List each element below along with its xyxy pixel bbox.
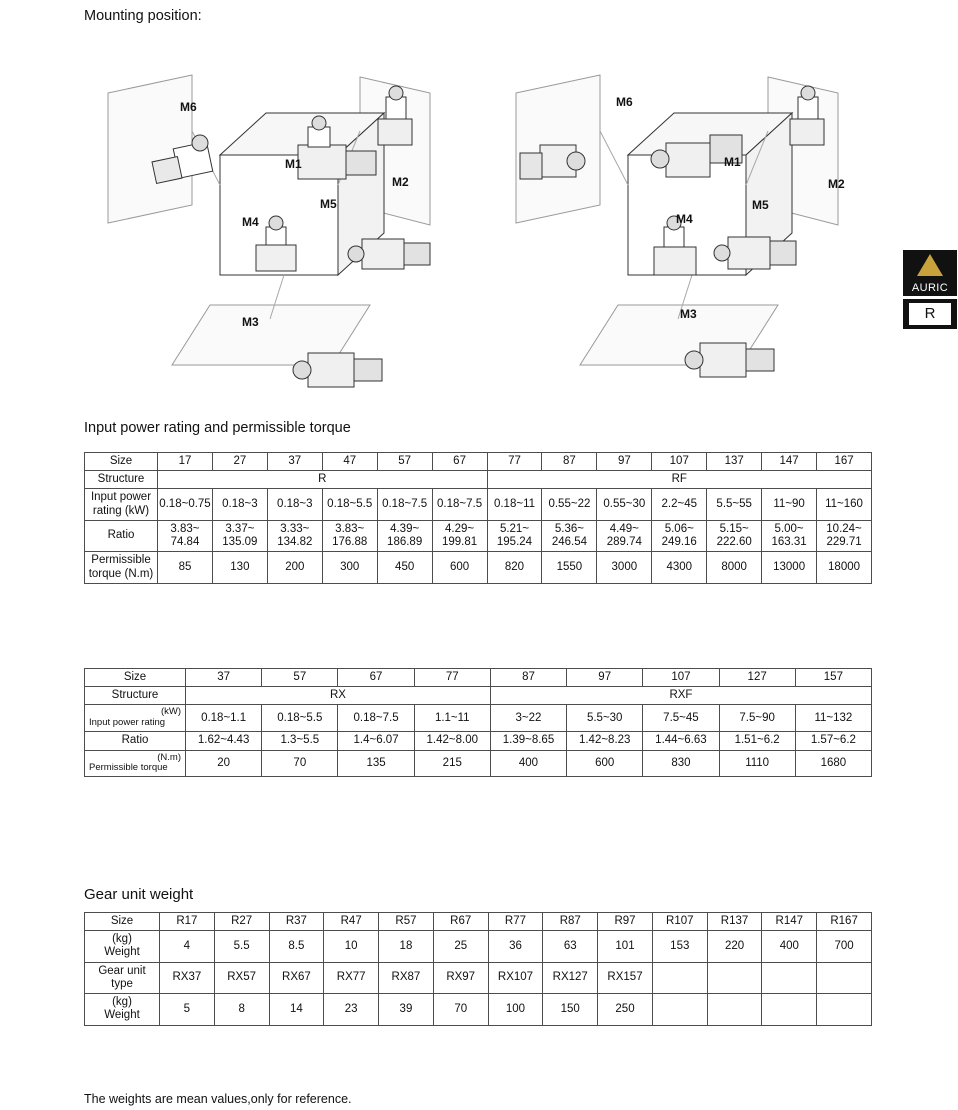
cell-gear-unit-type: RX57 — [214, 962, 269, 993]
cell-size: 57 — [262, 669, 338, 687]
cell-size: 107 — [643, 669, 719, 687]
row-label-permissible-torque — [85, 750, 186, 777]
mounting-label-m3-left: M3 — [242, 315, 259, 329]
logo-registered-mark: R — [909, 303, 951, 325]
cell-weight: 700 — [817, 931, 872, 962]
cell-structure-r: R — [158, 471, 488, 489]
cell-weight-rx: 70 — [433, 994, 488, 1025]
cell-gear-unit-type: RX67 — [269, 962, 324, 993]
cell-weight-rx: 14 — [269, 994, 324, 1025]
cell-weight: 400 — [762, 931, 817, 962]
cell-gear-unit-type: RX127 — [543, 962, 598, 993]
cell-size: 87 — [490, 669, 566, 687]
cell-input-power: 1.1~11 — [414, 705, 490, 732]
table-row — [85, 962, 872, 993]
row-label-structure: Structure — [85, 471, 158, 489]
cell-ratio: 1.4~6.07 — [338, 732, 414, 750]
cell-input-power: 0.18~7.5 — [432, 489, 487, 520]
cell-input-power: 7.5~45 — [643, 705, 719, 732]
mounting-label-m1-left: M1 — [285, 157, 302, 171]
cell-ratio: 1.42~8.00 — [414, 732, 490, 750]
row-label-structure: Structure — [85, 687, 186, 705]
cell-torque: 8000 — [707, 552, 762, 583]
logo-bottom-block — [903, 299, 957, 329]
cell-torque: 130 — [212, 552, 267, 583]
cell-input-power: 3~22 — [490, 705, 566, 732]
cell-ratio: 3.33~ 134.82 — [267, 520, 322, 551]
cell-size: 17 — [158, 453, 213, 471]
cell-input-power: 0.18~3 — [212, 489, 267, 520]
row-label-weight2-text: Weight — [104, 1009, 140, 1022]
cell-size: R67 — [433, 913, 488, 931]
mounting-label-m2-right: M2 — [828, 177, 845, 191]
cell-input-power: 0.18~3 — [267, 489, 322, 520]
mounting-label-m6-left: M6 — [180, 100, 197, 114]
cell-ratio: 1.39~8.65 — [490, 732, 566, 750]
cell-weight: 5.5 — [214, 931, 269, 962]
cell-size: R137 — [707, 913, 762, 931]
cell-weight-rx — [707, 994, 762, 1025]
logo-wordmark: AURIC — [911, 282, 949, 294]
cell-size: 77 — [487, 453, 542, 471]
table-row — [85, 471, 872, 489]
row-label-ratio: Ratio — [85, 520, 158, 551]
cell-gear-unit-type: RX107 — [488, 962, 543, 993]
cell-size: 147 — [762, 453, 817, 471]
cell-torque: 18000 — [817, 552, 872, 583]
cell-structure-rf: RF — [487, 471, 871, 489]
cell-size: 27 — [212, 453, 267, 471]
row-label-input-power-line1: Input power — [90, 491, 152, 504]
row-label-torque-text: Permissible torque — [89, 762, 168, 774]
cell-ratio: 3.83~ 74.84 — [158, 520, 213, 551]
mounting-diagram-left-svg — [70, 35, 490, 405]
cell-input-power: 0.55~30 — [597, 489, 652, 520]
cell-ratio: 5.00~ 163.31 — [762, 520, 817, 551]
cell-torque: 600 — [567, 750, 643, 777]
cell-ratio: 3.83~ 176.88 — [322, 520, 377, 551]
cell-torque: 215 — [414, 750, 490, 777]
cell-torque: 830 — [643, 750, 719, 777]
cell-input-power: 0.18~7.5 — [338, 705, 414, 732]
cell-ratio: 5.36~ 246.54 — [542, 520, 597, 551]
mounting-label-m4-left: M4 — [242, 215, 259, 229]
cell-weight-rx: 8 — [214, 994, 269, 1025]
row-label-gear-unit-type: Gear unit type — [85, 962, 160, 993]
cell-weight-rx — [652, 994, 707, 1025]
cell-input-power: 2.2~45 — [652, 489, 707, 520]
table-gear-unit-weight — [84, 912, 872, 1026]
cell-torque: 20 — [186, 750, 262, 777]
cell-input-power: 0.18~7.5 — [377, 489, 432, 520]
mounting-label-m5-right: M5 — [752, 198, 769, 212]
table-rx-permissible-torque — [84, 668, 872, 777]
cell-gear-unit-type: RX87 — [379, 962, 434, 993]
cell-size: 97 — [597, 453, 652, 471]
cell-weight-rx: 100 — [488, 994, 543, 1025]
cell-weight-rx — [817, 994, 872, 1025]
cell-ratio: 1.62~4.43 — [186, 732, 262, 750]
cell-torque: 1550 — [542, 552, 597, 583]
cell-size: 77 — [414, 669, 490, 687]
row-label-input-power-line2: rating (kW) — [92, 504, 150, 517]
mounting-diagram-right — [480, 35, 900, 405]
cell-input-power: 0.55~22 — [542, 489, 597, 520]
cell-weight: 4 — [160, 931, 215, 962]
logo-top-block — [903, 250, 957, 296]
cell-ratio: 5.06~ 249.16 — [652, 520, 707, 551]
mounting-label-m5-left: M5 — [320, 197, 337, 211]
cell-size: R77 — [488, 913, 543, 931]
cell-size: 37 — [267, 453, 322, 471]
cell-gear-unit-type: RX77 — [324, 962, 379, 993]
cell-torque: 450 — [377, 552, 432, 583]
cell-weight-rx: 150 — [543, 994, 598, 1025]
cell-ratio: 1.51~6.2 — [719, 732, 795, 750]
cell-torque: 4300 — [652, 552, 707, 583]
auric-logo — [903, 250, 957, 329]
cell-size: 137 — [707, 453, 762, 471]
mounting-position-heading: Mounting position: — [84, 8, 202, 24]
row-label-torque-line1: Permissible — [91, 554, 151, 567]
cell-gear-unit-type — [817, 962, 872, 993]
cell-size: R87 — [543, 913, 598, 931]
row-label-torque-line2: torque (N.m) — [88, 567, 154, 580]
cell-weight: 220 — [707, 931, 762, 962]
cell-input-power: 0.18~1.1 — [186, 705, 262, 732]
cell-ratio: 5.21~ 195.24 — [487, 520, 542, 551]
cell-weight: 10 — [324, 931, 379, 962]
row-label-input-power — [85, 489, 158, 520]
cell-torque: 200 — [267, 552, 322, 583]
cell-size: 167 — [817, 453, 872, 471]
mounting-diagram-left — [70, 35, 490, 405]
cell-size: R147 — [762, 913, 817, 931]
cell-size: 47 — [322, 453, 377, 471]
table-row — [85, 994, 872, 1025]
cell-torque: 85 — [158, 552, 213, 583]
table-row — [85, 931, 872, 962]
cell-gear-unit-type — [707, 962, 762, 993]
cell-size: 127 — [719, 669, 795, 687]
cell-ratio: 4.49~ 289.74 — [597, 520, 652, 551]
row-label-weight-unit: (kg) — [112, 933, 132, 946]
cell-gear-unit-type: RX97 — [433, 962, 488, 993]
cell-torque: 820 — [487, 552, 542, 583]
table-row — [85, 520, 872, 551]
row-label-weight — [85, 931, 160, 962]
cell-size: R97 — [598, 913, 653, 931]
cell-ratio: 5.15~ 222.60 — [707, 520, 762, 551]
cell-weight-rx: 250 — [598, 994, 653, 1025]
cell-size: 157 — [795, 669, 871, 687]
cell-structure-rxf: RXF — [490, 687, 871, 705]
table-row — [85, 669, 872, 687]
cell-size: 67 — [432, 453, 487, 471]
cell-weight: 63 — [543, 931, 598, 962]
row-label-input-power — [85, 705, 186, 732]
cell-gear-unit-type — [762, 962, 817, 993]
row-label-torque-unit: (N.m) — [157, 751, 181, 763]
cell-ratio: 1.44~6.63 — [643, 732, 719, 750]
cell-input-power: 11~90 — [762, 489, 817, 520]
cell-size: 37 — [186, 669, 262, 687]
cell-ratio: 1.57~6.2 — [795, 732, 871, 750]
cell-weight-rx: 23 — [324, 994, 379, 1025]
cell-ratio: 3.37~ 135.09 — [212, 520, 267, 551]
cell-size: 57 — [377, 453, 432, 471]
cell-weight-rx: 39 — [379, 994, 434, 1025]
cell-weight: 8.5 — [269, 931, 324, 962]
cell-size: R57 — [379, 913, 434, 931]
cell-torque: 1110 — [719, 750, 795, 777]
cell-input-power: 11~160 — [817, 489, 872, 520]
row-label-weight2-unit: (kg) — [112, 996, 132, 1009]
row-label-weight-2 — [85, 994, 160, 1025]
mounting-label-m1-right: M1 — [724, 155, 741, 169]
cell-size: 97 — [567, 669, 643, 687]
cell-size: R37 — [269, 913, 324, 931]
row-label-weight-text: Weight — [104, 946, 140, 959]
cell-gear-unit-type: RX37 — [160, 962, 215, 993]
table-row — [85, 750, 872, 777]
table-row — [85, 453, 872, 471]
row-label-input-power-unit: (kW) — [160, 706, 181, 718]
cell-weight: 153 — [652, 931, 707, 962]
cell-torque: 300 — [322, 552, 377, 583]
row-label-input-power-text: Input power rating — [89, 717, 166, 729]
row-label-size: Size — [85, 453, 158, 471]
table-row — [85, 732, 872, 750]
table-row — [85, 489, 872, 520]
table-row — [85, 687, 872, 705]
cell-input-power: 0.18~11 — [487, 489, 542, 520]
cell-torque: 600 — [432, 552, 487, 583]
cell-input-power: 0.18~0.75 — [158, 489, 213, 520]
table-row — [85, 705, 872, 732]
cell-ratio: 4.39~ 186.89 — [377, 520, 432, 551]
cell-input-power: 0.18~5.5 — [262, 705, 338, 732]
table-row — [85, 913, 872, 931]
cell-weight-rx — [762, 994, 817, 1025]
cell-ratio: 10.24~ 229.71 — [817, 520, 872, 551]
cell-structure-rx: RX — [186, 687, 491, 705]
cell-input-power: 5.5~55 — [707, 489, 762, 520]
cell-ratio: 1.42~8.23 — [567, 732, 643, 750]
row-label-permissible-torque — [85, 552, 158, 583]
row-label-ratio: Ratio — [85, 732, 186, 750]
cell-torque: 1680 — [795, 750, 871, 777]
cell-input-power: 11~132 — [795, 705, 871, 732]
cell-ratio: 1.3~5.5 — [262, 732, 338, 750]
table-row — [85, 552, 872, 583]
cell-weight: 36 — [488, 931, 543, 962]
cell-size: R107 — [652, 913, 707, 931]
cell-size: R47 — [324, 913, 379, 931]
cell-size: R167 — [817, 913, 872, 931]
mounting-label-m6-right: M6 — [616, 95, 633, 109]
cell-weight: 25 — [433, 931, 488, 962]
cell-size: R17 — [160, 913, 215, 931]
mounting-label-m4-right: M4 — [676, 212, 693, 226]
gear-unit-weight-heading: Gear unit weight — [84, 886, 194, 903]
mounting-label-m2-left: M2 — [392, 175, 409, 189]
logo-triangle-icon — [917, 254, 943, 276]
cell-torque: 70 — [262, 750, 338, 777]
cell-gear-unit-type — [652, 962, 707, 993]
cell-weight: 101 — [598, 931, 653, 962]
row-label-size: Size — [85, 913, 160, 931]
cell-ratio: 4.29~ 199.81 — [432, 520, 487, 551]
table-r-permissible-torque — [84, 452, 872, 584]
weight-footnote: The weights are mean values,only for reference. — [84, 1092, 352, 1106]
cell-torque: 400 — [490, 750, 566, 777]
power-rating-heading: Input power rating and permissible torque — [84, 420, 351, 436]
cell-gear-unit-type: RX157 — [598, 962, 653, 993]
cell-weight-rx: 5 — [160, 994, 215, 1025]
row-label-size: Size — [85, 669, 186, 687]
cell-size: R27 — [214, 913, 269, 931]
cell-torque: 3000 — [597, 552, 652, 583]
cell-weight: 18 — [379, 931, 434, 962]
cell-torque: 135 — [338, 750, 414, 777]
cell-size: 107 — [652, 453, 707, 471]
cell-size: 67 — [338, 669, 414, 687]
mounting-label-m3-right: M3 — [680, 307, 697, 321]
cell-input-power: 5.5~30 — [567, 705, 643, 732]
cell-torque: 13000 — [762, 552, 817, 583]
cell-input-power: 7.5~90 — [719, 705, 795, 732]
cell-size: 87 — [542, 453, 597, 471]
cell-input-power: 0.18~5.5 — [322, 489, 377, 520]
